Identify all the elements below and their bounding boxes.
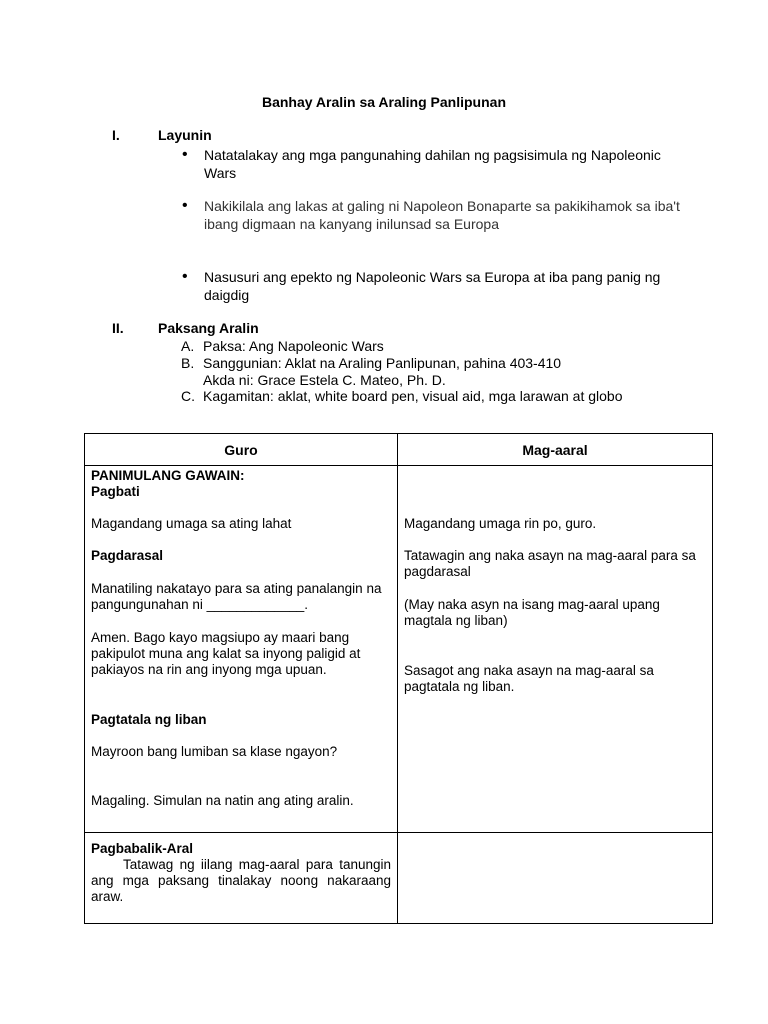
magaaral-cell	[398, 833, 713, 924]
item-b-letter: B.	[181, 355, 195, 371]
header-guro: Guro	[85, 434, 398, 466]
item-c-text: Kagamitan: aklat, white board pen, visual aid, mga larawan at globo	[203, 388, 623, 404]
table-row	[85, 466, 713, 833]
balik-aral-heading: Pagbabalik-Aral	[91, 841, 194, 856]
magaling-text: Magaling. Simulan na natin ang ating aralin.	[91, 793, 354, 808]
magaaral-cell	[398, 466, 713, 833]
table-row	[85, 833, 713, 924]
pagdarasal-text: Manatiling nakatayo para sa ating panalangin na pangungunahan ni _____________.	[91, 581, 382, 612]
note-response: (May naka asyn na isang mag-aaral upang magtala ng liban)	[404, 597, 660, 628]
objective-3: Nasusuri ang epekto ng Napoleonic Wars sa Europa at iba pang panig ng daigdig	[204, 269, 661, 303]
pray-response: Tatawagin ang naka asayn na mag-aaral para sa pagdarasal	[404, 548, 696, 579]
liban-text: Mayroon bang lumiban sa klase ngayon?	[91, 744, 338, 759]
section-2-heading: Paksang Aralin	[158, 320, 259, 336]
pagbati-heading: Pagbati	[91, 484, 140, 499]
objective-1: Natatalakay ang mga pangunahing dahilan ng pagsisimula ng Napoleonic Wars	[204, 147, 661, 181]
document-title: Banhay Aralin sa Araling Panlipunan	[261, 94, 506, 110]
guro-cell	[85, 833, 398, 924]
pagdarasal-heading: Pagdarasal	[91, 548, 164, 563]
item-a-text: Paksa: Ang Napoleonic Wars	[203, 338, 384, 354]
section-2-number: II.	[112, 320, 124, 336]
answer-response: Sasagot ang naka asayn na mag-aaral sa pagtatala ng liban.	[404, 663, 654, 694]
item-b-text: Sanggunian: Aklat na Araling Panlipunan, pahina 403-410	[203, 355, 562, 371]
bullet-icon: •	[182, 268, 188, 285]
objective-2: Nakikilala ang lakas at galing ni Napoleon Bonaparte sa pakikihamok sa iba't ibang digmaan na kanyang inilunsad sa Europa	[204, 198, 680, 232]
header-magaaral: Mag-aaral	[398, 434, 713, 466]
liban-heading: Pagtatala ng liban	[91, 712, 207, 727]
guro-cell	[85, 466, 398, 833]
bullet-icon: •	[182, 197, 188, 214]
section-1-heading: Layunin	[158, 127, 212, 143]
item-c-letter: C.	[181, 388, 195, 404]
balik-aral-text: Tatawag ng iilang mag-aaral para tanungin ang mga paksang tinalakay noong nakaraang araw.	[91, 857, 391, 904]
bullet-icon: •	[182, 146, 188, 163]
pagbati-text: Magandang umaga sa ating lahat	[91, 516, 292, 531]
section-1-number: I.	[112, 127, 120, 143]
greet-response: Magandang umaga rin po, guro.	[404, 516, 597, 531]
table-header-row	[85, 434, 713, 466]
lesson-table	[84, 433, 713, 924]
item-a-letter: A.	[181, 338, 195, 354]
panimula-heading: PANIMULANG GAWAIN:	[91, 468, 245, 483]
item-b-author: Akda ni: Grace Estela C. Mateo, Ph. D.	[203, 372, 446, 388]
amen-text: Amen. Bago kayo magsiupo ay maari bang pakipulot muna ang kalat sa inyong paligid at pakiayos na rin ang inyong mga upuan.	[91, 630, 361, 677]
